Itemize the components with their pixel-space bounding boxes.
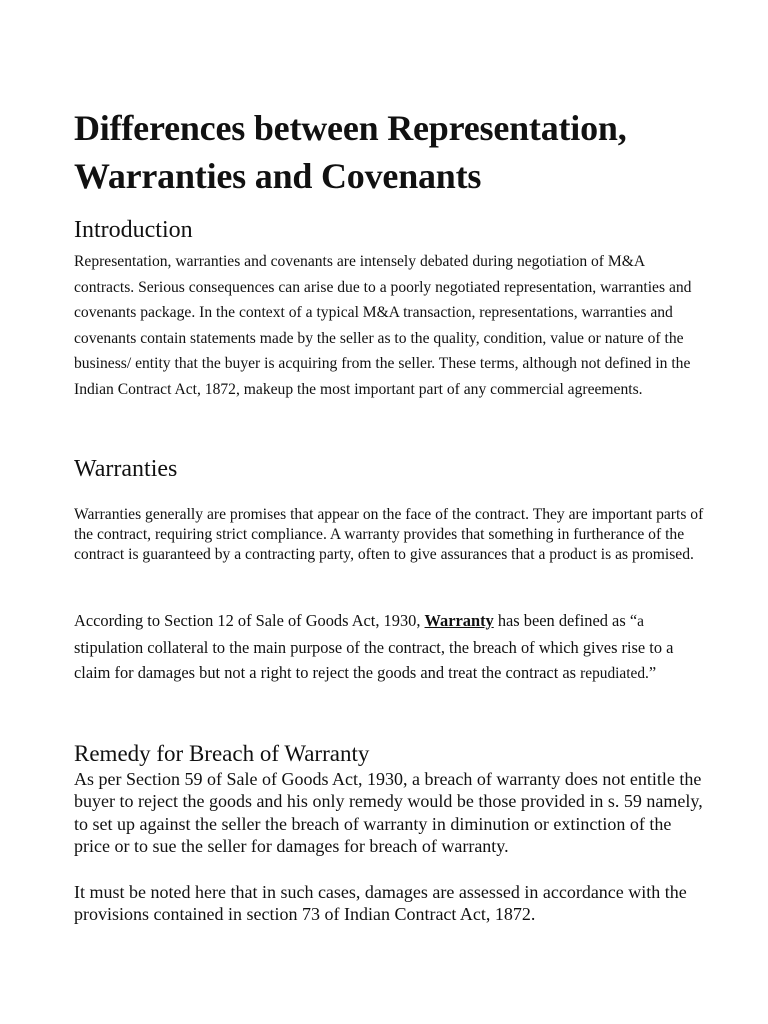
introduction-heading: Introduction	[74, 217, 193, 243]
document-title: Differences between Representation, Warranties and Covenants	[74, 108, 627, 196]
warranty-keyword: Warranty	[424, 611, 494, 630]
section-12-intro-text: According to Section 12 of Sale of Goods Act, 1930,	[74, 611, 425, 630]
quote-close: ”	[648, 663, 657, 682]
section-12-definition-text: stipulation collateral to the main purpose of the contract, the breach of which gives rise to a claim for damages but not a right to reject the goods and treat the contract as	[74, 637, 674, 682]
remedy-heading: Remedy for Breach of Warranty	[74, 741, 370, 766]
section-12-defined-as-text: has been defined as “	[493, 611, 638, 630]
introduction-paragraph: Representation, warranties and covenants are intensely debated during negotiation of M&A contracts. Serious consequences can arise due to a poorly negotiated representation, warranties and covenants package. In the context of a typical M&A transaction, representations, warranties and covenants contain statements made by the seller as to the quality, condition, value or nature of the business/ entity that the buyer is acquiring from the seller. These terms, although not defined in the Indian Contract Act, 1872, makeup the most important part of any commercial agreements.	[74, 253, 692, 398]
remedy-note-paragraph: It must be noted here that in such cases, damages are assessed in accordance with the provisions contained in section 73 of Indian Contract Act, 1872.	[74, 882, 687, 925]
section-12-definition-paragraph	[74, 608, 710, 687]
quote-start-letter: a	[637, 613, 644, 630]
warranties-paragraph: Warranties generally are promises that appear on the face of the contract. They are important parts of the contract, requiring strict compliance. A warranty provides that something in furtherance of the contract is guaranteed by a contracting party, often to give assurances that a product is as promised.	[74, 506, 704, 563]
repudiated-word: repudiated.	[580, 665, 649, 682]
warranties-heading: Warranties	[74, 456, 178, 482]
remedy-paragraph: As per Section 59 of Sale of Goods Act, 1930, a breach of warranty does not entitle the buyer to reject the goods and his only remedy would be those provided in s. 59 namely, to set up against the seller the breach of warranty in diminution or extinction of the price or to sue the seller for damages for breach of warranty.	[74, 769, 703, 857]
